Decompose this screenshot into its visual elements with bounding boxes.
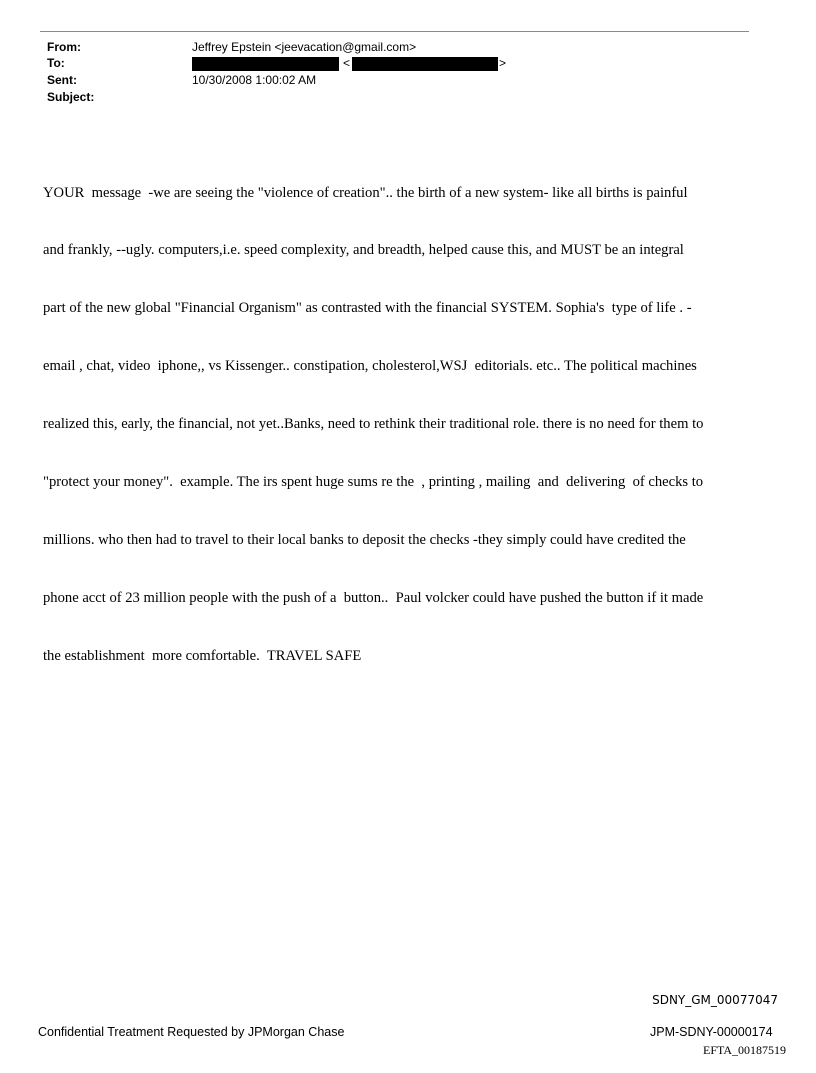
- body-line: phone acct of 23 million people with the push of a button.. Paul volcker could have pushed the button if it made: [43, 589, 704, 606]
- body-line: realized this, early, the financial, not yet..Banks, need to rethink their traditional role. there is no need for them to: [43, 416, 704, 433]
- to-close-bracket: >: [499, 56, 507, 70]
- to-label: To:: [47, 56, 65, 70]
- body-line: millions. who then had to travel to their local banks to deposit the checks -they simply could have credited the: [43, 531, 686, 548]
- to-name-redaction: [192, 57, 339, 71]
- body-line: email , chat, video iphone,, vs Kissenger.. constipation, cholesterol,WSJ editorials. etc.. The political machines: [43, 358, 697, 375]
- subject-label: Subject:: [47, 90, 95, 104]
- body-line: "protect your money". example. The irs spent huge sums re the , printing , mailing and delivering of checks to: [43, 474, 704, 491]
- bates-stamp-sdny: SDNY_GM_00077047: [652, 993, 778, 1007]
- bates-stamp-efta: EFTA_00187519: [703, 1043, 787, 1057]
- body-line: and frankly, --ugly. computers,i.e. speed complexity, and breadth, helped cause this, and MUST be an integral: [43, 242, 684, 259]
- to-open-bracket: <: [343, 56, 351, 70]
- from-value: Jeffrey Epstein <jeevacation@gmail.com>: [192, 40, 417, 54]
- sent-value: 10/30/2008 1:00:02 AM: [192, 73, 317, 87]
- body-line: the establishment more comfortable. TRAVEL SAFE: [43, 647, 362, 664]
- to-address-redaction: [352, 57, 498, 71]
- body-line: YOUR message -we are seeing the "violence of creation".. the birth of a new system- like all births is painful: [43, 184, 688, 201]
- from-label: From:: [47, 40, 81, 54]
- confidential-notice: Confidential Treatment Requested by JPMorgan Chase: [38, 1025, 345, 1039]
- header-divider: [40, 31, 749, 32]
- body-line: part of the new global "Financial Organism" as contrasted with the financial SYSTEM. Sophia's type of life . -: [43, 300, 692, 317]
- sent-label: Sent:: [47, 73, 77, 87]
- bates-stamp-jpm: JPM-SDNY-00000174: [650, 1025, 773, 1039]
- email-body: [43, 145, 753, 685]
